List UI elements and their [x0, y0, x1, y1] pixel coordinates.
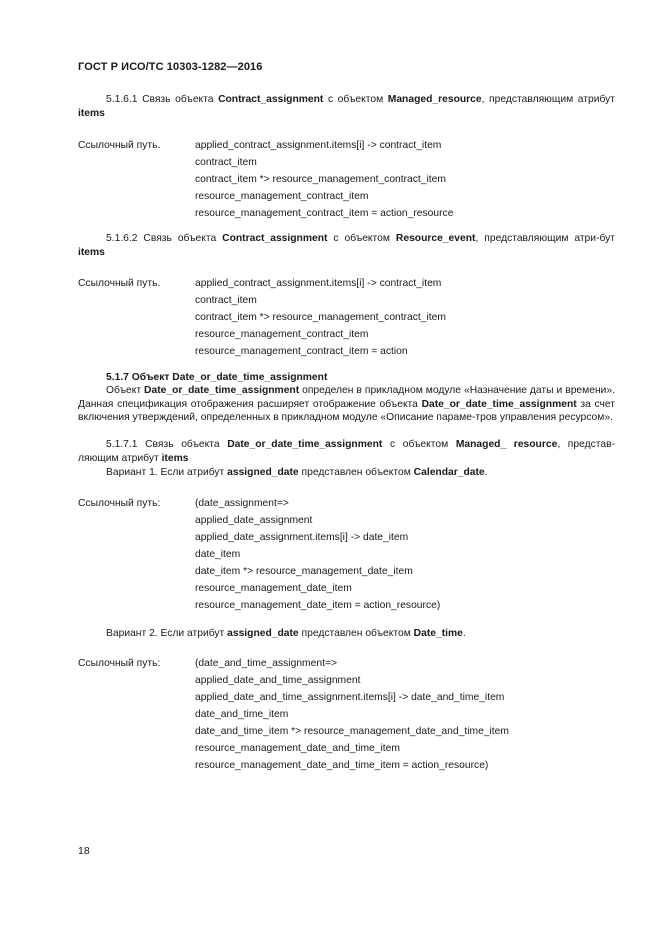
text: Объект [106, 385, 145, 396]
path-line: resource_management_date_and_time_item = action_resource) [195, 760, 489, 771]
section-5-1-6-1 [78, 93, 615, 120]
section-5-1-6-2 [78, 232, 615, 259]
variant-2-text [78, 627, 615, 641]
section-5-1-7-1 [78, 438, 615, 465]
path-line: date_and_time_item *> resource_management_date_and_time_item [195, 726, 509, 737]
object-name: Date_or_date_time_assignment [421, 398, 577, 410]
path-line: applied_contract_assignment.items[i] -> contract_item [195, 278, 442, 289]
section-number: 5.1.6.2 Связь объекта [106, 233, 223, 244]
section-5-1-7-heading: 5.1.7 Объект Date_or_date_time_assignment [106, 372, 328, 383]
reference-path-5-1-6-2 [195, 275, 446, 360]
variant-1-text [78, 466, 615, 480]
path-line: resource_management_contract_item = action_resource [195, 208, 454, 219]
text: , представ-ляющим атрибут [78, 439, 615, 464]
text: за счет включения утверждений, определенных в прикладном модуле «Описание параме-тров управления ресурсом». [78, 398, 615, 424]
path-line: resource_management_contract_item = action [195, 346, 408, 357]
reference-path-variant-2 [195, 655, 509, 774]
path-line: contract_item *> resource_management_contract_item [195, 312, 446, 323]
text: определен в прикладном модуле «Назначение даты и времени». Данная спецификация отображения расширяет отображение объекта [78, 385, 615, 410]
reference-path-variant-1 [195, 495, 440, 614]
object-name: Date_or_date_time_assignment [227, 439, 383, 450]
path-line: resource_management_contract_item [195, 329, 369, 340]
path-line: contract_item [195, 157, 257, 168]
object-name: Contract_assignment [218, 94, 324, 105]
reference-path-label: Ссылочный путь. [78, 140, 161, 151]
text: Вариант 2. Если атрибут [106, 628, 228, 639]
reference-path-label: Ссылочный путь: [78, 498, 161, 509]
object-name: Calendar_date [413, 467, 485, 478]
attribute-name: assigned_date [227, 467, 299, 478]
reference-path-5-1-6-1 [195, 137, 453, 222]
path-line: resource_management_date_item = action_resource) [195, 600, 441, 611]
attribute-name: items [78, 107, 105, 119]
object-name: Resource_event [395, 233, 476, 244]
object-name: Managed_resource [387, 94, 482, 105]
object-name: Date_or_date_time_assignment [144, 385, 300, 396]
text: . [462, 628, 466, 639]
document-header: ГОСТ Р ИСО/ТС 10303-1282—2016 [78, 61, 263, 73]
section-number: 5.1.7.1 Связь объекта [106, 439, 228, 450]
path-line: resource_management_date_and_time_item [195, 743, 400, 754]
text: Вариант 1. Если атрибут [106, 467, 228, 478]
path-line: date_item *> resource_management_date_item [195, 566, 413, 577]
text: с объектом [323, 94, 388, 105]
text: представлен объектом [298, 467, 414, 478]
reference-path-label: Ссылочный путь: [78, 658, 161, 669]
section-number: 5.1.6.1 Связь объекта [106, 94, 219, 105]
path-line: applied_date_assignment [195, 515, 313, 526]
path-line: resource_management_date_item [195, 583, 352, 594]
object-name: Contract_assignment [222, 233, 328, 244]
text: . [484, 467, 488, 478]
text: с объектом [382, 439, 456, 450]
path-line: contract_item *> resource_management_contract_item [195, 174, 446, 185]
reference-path-label: Ссылочный путь. [78, 278, 161, 289]
text: представлен объектом [298, 628, 414, 639]
path-line: applied_date_and_time_assignment [195, 675, 361, 686]
text: , представляющим атри-бут [475, 233, 616, 244]
path-line: resource_management_contract_item [195, 191, 369, 202]
path-line: contract_item [195, 295, 257, 306]
object-name: Date_time [413, 628, 463, 639]
attribute-name: items [78, 246, 105, 258]
path-line: applied_date_assignment.items[i] -> date_item [195, 532, 409, 543]
text: , представляющим атрибут [481, 94, 615, 105]
object-name: Managed_ resource [455, 439, 558, 450]
attribute-name: items [161, 452, 189, 464]
path-line: date_item [195, 549, 241, 560]
path-line: applied_date_and_time_assignment.items[i] -> date_and_time_item [195, 692, 505, 703]
path-line: applied_contract_assignment.items[i] -> contract_item [195, 140, 442, 151]
page-number: 18 [78, 845, 90, 857]
path-line: date_and_time_item [195, 709, 289, 720]
path-line: (date_assignment=> [195, 498, 289, 509]
attribute-name: assigned_date [227, 628, 299, 639]
section-5-1-7-paragraph [78, 384, 615, 425]
text: с объектом [327, 233, 396, 244]
path-line: (date_and_time_assignment=> [195, 658, 337, 669]
